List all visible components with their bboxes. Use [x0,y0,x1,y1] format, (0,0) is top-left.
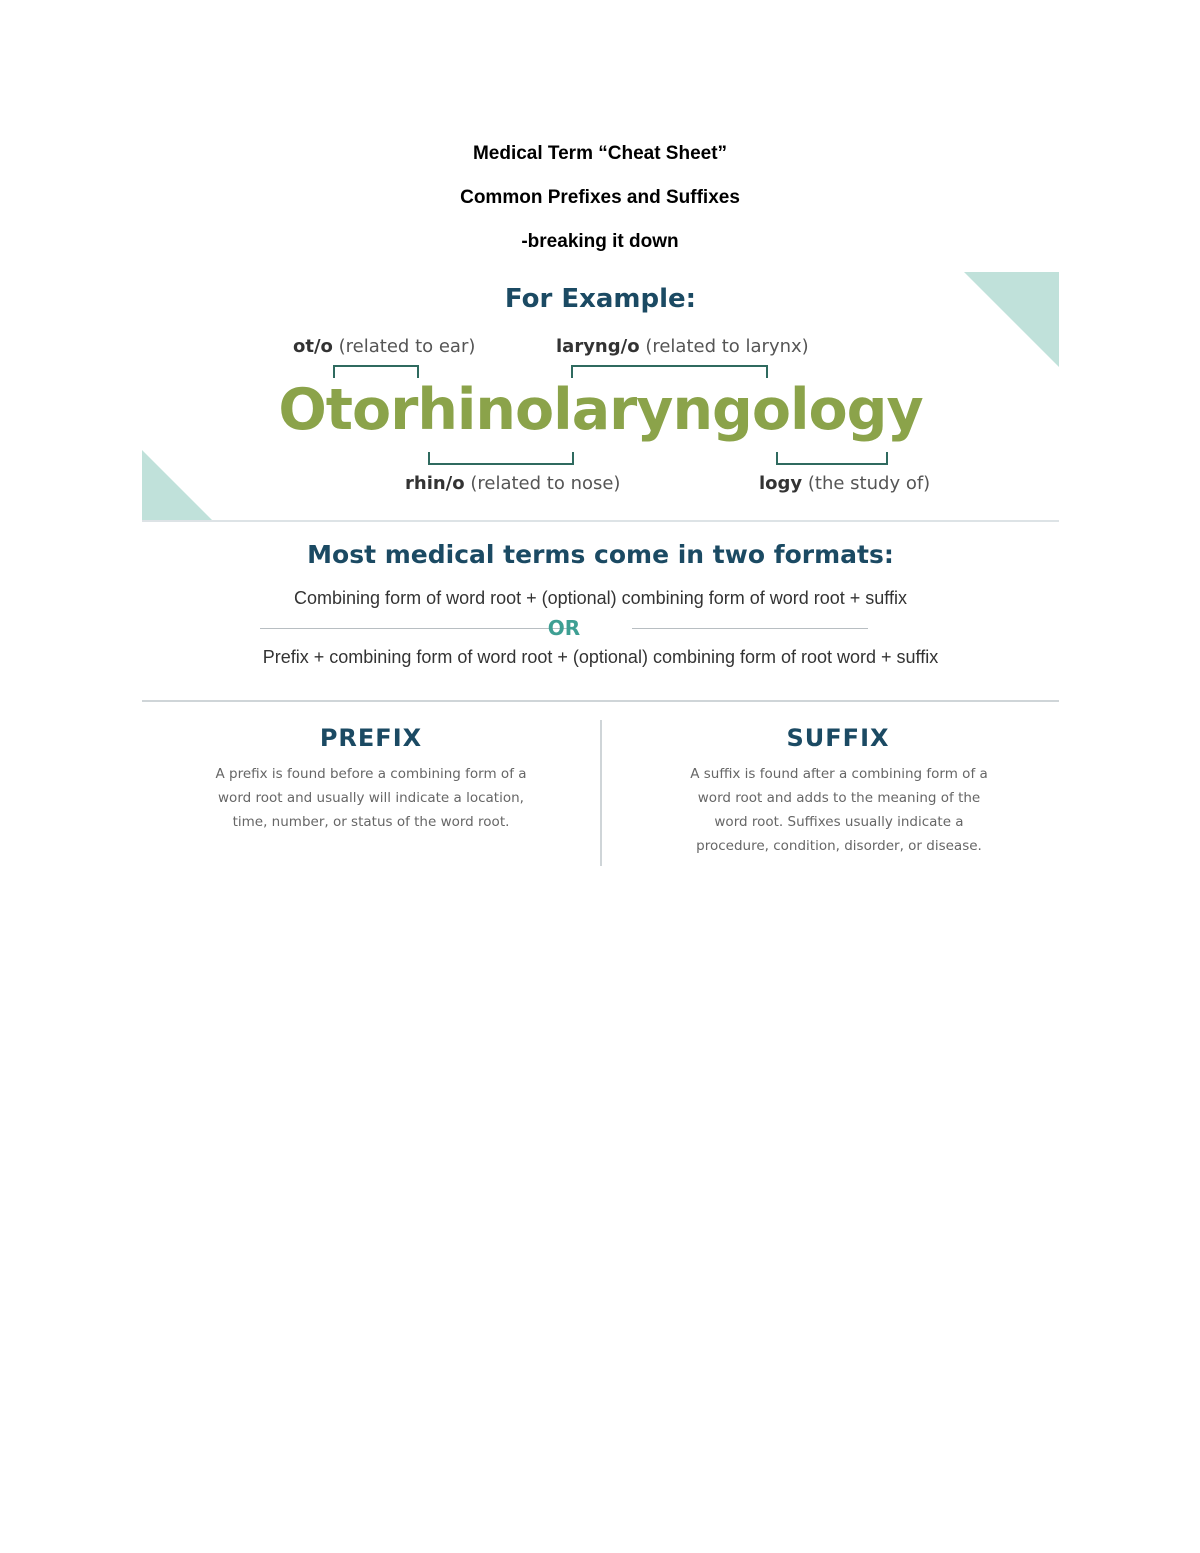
document-title: Medical Term “Cheat Sheet” [472,143,728,164]
section-divider [142,520,1059,522]
part-meaning: (related to larynx) [645,336,809,357]
part-term: logy [759,473,803,494]
example-panel [142,272,1059,520]
column-divider [600,720,602,866]
or-label: OR [547,616,581,640]
format-two: Prefix + combining form of word root + (optional) combining form of root word + suffix [262,647,939,667]
suffix-line: word root and adds to the meaning of the [697,790,981,806]
formats-heading: Most medical terms come in two formats: [307,540,894,569]
part-term: laryng/o [556,336,640,357]
suffix-title: SUFFIX [786,724,890,752]
prefix-description [201,762,541,834]
suffix-description [669,762,1009,858]
part-term: ot/o [293,336,333,357]
suffix-line: procedure, condition, disorder, or disease. [696,838,982,854]
part-label-rhin [405,473,620,494]
part-label-laryng [556,336,809,357]
document-tagline: -breaking it down [521,231,679,252]
part-meaning: (related to nose) [470,473,621,494]
part-meaning: (related to ear) [338,336,476,357]
part-meaning: (the study of) [807,473,931,494]
section-divider [142,700,1059,702]
bracket-rhin [428,452,574,465]
part-label-ot [293,336,475,357]
suffix-line: word root. Suffixes usually indicate a [714,814,964,830]
prefix-line: word root and usually will indicate a location, [218,790,524,806]
medical-terms-infographic [142,272,1059,885]
prefix-line: time, number, or status of the word root. [232,814,510,830]
or-separator [260,616,868,640]
document-subtitle: Common Prefixes and Suffixes [460,187,740,208]
example-heading: For Example: [504,284,697,314]
part-term: rhin/o [405,473,465,494]
bracket-logy [776,452,888,465]
format-one: Combining form of word root + (optional) combining form of word root + suffix [294,588,907,608]
prefix-title: PREFIX [319,724,423,752]
prefix-line: A prefix is found before a combining form of a [215,766,527,782]
example-word: Otorhinolaryngology [278,377,923,443]
suffix-line: A suffix is found after a combining form of a [690,766,988,782]
corner-triangle-bottom-left [142,450,212,520]
part-label-logy [759,473,930,494]
